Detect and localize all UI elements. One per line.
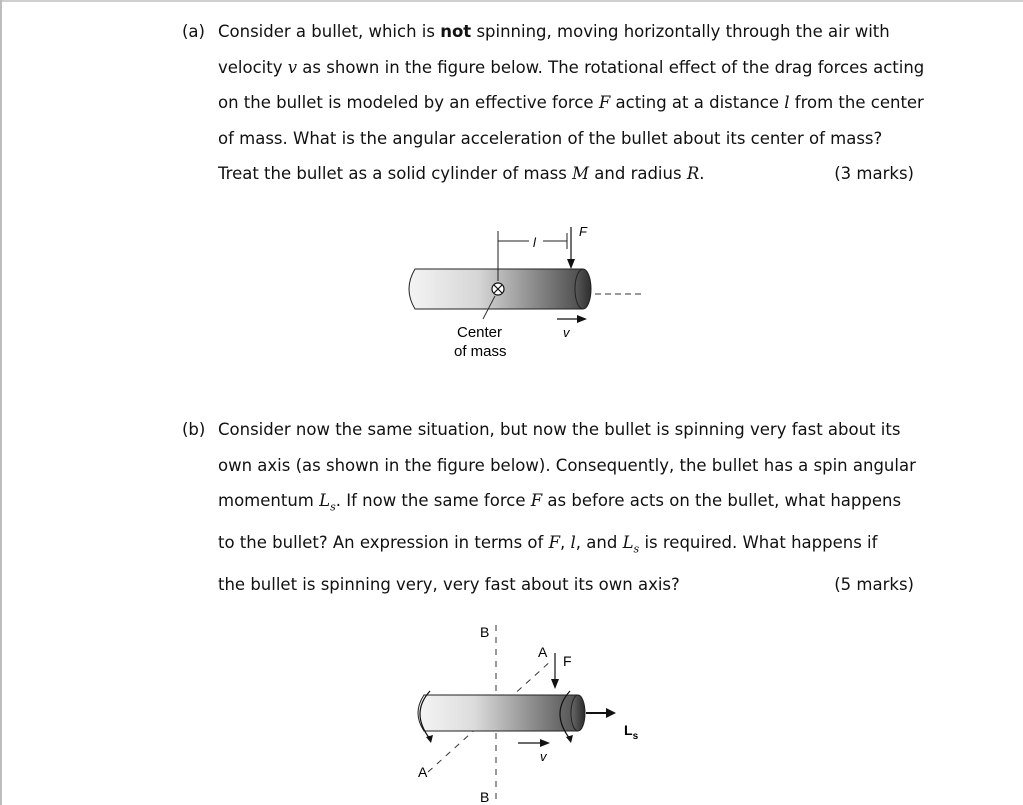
left-border bbox=[0, 0, 2, 805]
part-a-label: (a) bbox=[182, 22, 205, 41]
part-b-line-4: to the bullet? An expression in terms of F, l, and $L_s$ is required. What happens if bbox=[218, 532, 878, 556]
figure-a bbox=[395, 215, 655, 365]
part-a bbox=[182, 14, 925, 192]
part-a-line-5: Treat the bullet as a solid cylinder of mass M and radius R. (3 marks) bbox=[182, 156, 914, 192]
part-a-line-1: (a) Consider a bullet, which is not spinning, moving horizontally through the air with bbox=[182, 14, 914, 50]
spin-arrowhead-right bbox=[566, 735, 573, 743]
label-of-mass: of mass bbox=[454, 343, 507, 360]
bullet-end-cap bbox=[571, 695, 585, 731]
force-F-arrowhead bbox=[551, 679, 559, 689]
label-center: Center bbox=[457, 324, 503, 341]
velocity-arrowhead bbox=[540, 739, 550, 747]
part-b-line-5: the bullet is spinning very, very fast about its own axis? (5 marks) bbox=[182, 567, 914, 603]
part-b-line-1: (b) Consider now the same situation, but now the bullet is spinning very fast about its bbox=[182, 412, 914, 448]
part-a-line-4: of mass. What is the angular acceleration of the bullet about its center of mass? bbox=[218, 128, 883, 148]
part-a-line-2: velocity v as shown in the figure below. The rotational effect of the drag forces acting bbox=[218, 57, 925, 77]
part-a-line-3: on the bullet is modeled by an effective force F acting at a distance l from the center bbox=[218, 93, 924, 112]
label-v: v bbox=[563, 325, 570, 340]
label-B-top: B bbox=[480, 624, 490, 640]
part-b bbox=[182, 412, 914, 602]
label-v: v bbox=[540, 749, 547, 764]
label-Ls: $L_s$ bbox=[624, 722, 639, 742]
label-l: l bbox=[533, 235, 536, 250]
velocity-arrowhead bbox=[577, 315, 587, 323]
part-b-label: (b) bbox=[182, 420, 206, 439]
angular-momentum-arrowhead bbox=[606, 708, 616, 718]
label-B-bottom: B bbox=[480, 789, 490, 805]
label-A-top: A bbox=[538, 644, 548, 660]
label-F: F bbox=[579, 224, 587, 239]
bullet-body bbox=[418, 695, 578, 731]
force-F-arrowhead bbox=[567, 259, 575, 269]
part-a-marks: (3 marks) bbox=[834, 164, 914, 183]
spin-arrowhead-left bbox=[426, 735, 433, 743]
bullet-end-cap bbox=[575, 269, 591, 309]
label-F: F bbox=[563, 653, 572, 669]
center-of-mass-marker bbox=[492, 283, 504, 295]
emphasis-not: not bbox=[440, 22, 472, 41]
part-b-line-2: own axis (as shown in the figure below). Consequently, the bullet has a spin angular bbox=[218, 455, 916, 475]
top-border bbox=[0, 0, 1023, 2]
label-A-bottom: A bbox=[418, 764, 428, 780]
part-b-line-3: momentum $L_s$. If now the same force F as before acts on the bullet, what happens bbox=[218, 491, 902, 514]
figure-b bbox=[400, 615, 660, 805]
part-b-marks: (5 marks) bbox=[834, 574, 914, 594]
